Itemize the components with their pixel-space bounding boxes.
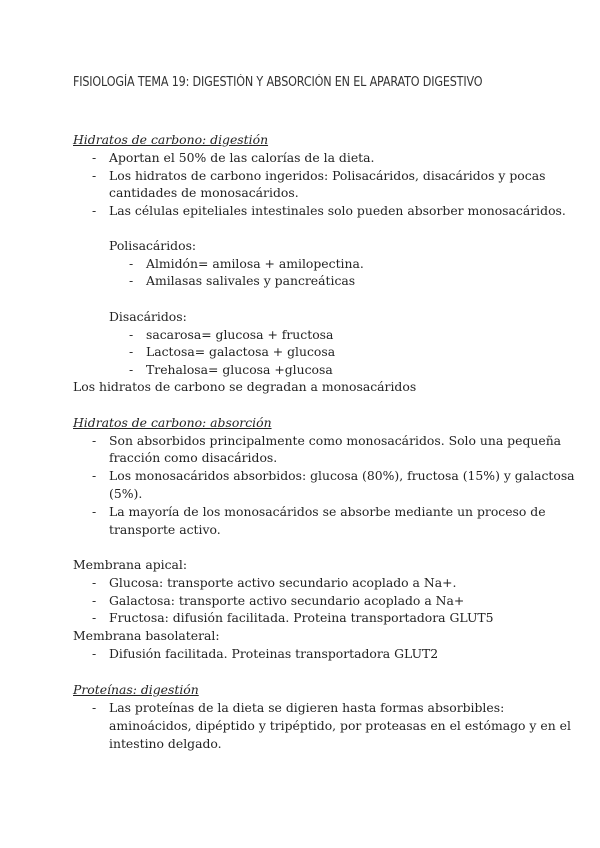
subsection-label-disaccharides: Disacáridos: bbox=[109, 309, 187, 324]
bullet-dash: - bbox=[129, 256, 134, 271]
list-item-continuation: fracción como disacáridos. bbox=[109, 450, 278, 465]
list-item: Almidón= amilosa + amilopectina. bbox=[146, 256, 364, 271]
bullet-dash: - bbox=[92, 150, 97, 165]
list-item-continuation: (5%). bbox=[109, 486, 143, 501]
bullet-dash: - bbox=[92, 646, 97, 661]
list-item: Las proteínas de la dieta se digieren hasta formas absorbibles: bbox=[109, 700, 505, 715]
list-item: Difusión facilitada. Proteinas transportadora GLUT2 bbox=[109, 646, 439, 661]
document-title: FISIOLOGÍA TEMA 19: DIGESTIÓN Y ABSORCIÓN EN EL APARATO DIGESTIVO bbox=[73, 75, 483, 90]
conclusion-text: Los hidratos de carbono se degradan a monosacáridos bbox=[73, 379, 417, 394]
section-heading-carb-digestion: Hidratos de carbono: digestión bbox=[73, 132, 269, 147]
list-item: La mayoría de los monosacáridos se absorbe mediante un proceso de bbox=[109, 504, 546, 519]
list-item: Las células epiteliales intestinales solo pueden absorber monosacáridos. bbox=[109, 203, 566, 218]
list-item: Amilasas salivales y pancreáticas bbox=[146, 273, 356, 288]
bullet-dash: - bbox=[129, 273, 134, 288]
list-item: Aportan el 50% de las calorías de la dieta. bbox=[109, 150, 375, 165]
list-item: Fructosa: difusión facilitada. Proteina transportadora GLUT5 bbox=[109, 610, 494, 625]
list-item: Glucosa: transporte activo secundario acoplado a Na+. bbox=[109, 575, 457, 590]
list-item: Galactosa: transporte activo secundario acoplado a Na+ bbox=[109, 593, 465, 608]
bullet-dash: - bbox=[92, 575, 97, 590]
list-item-continuation: aminoácidos, dipéptido y tripéptido, por proteasas en el estómago y en el bbox=[109, 718, 571, 733]
section-heading-protein-digestion: Proteínas: digestión bbox=[73, 682, 199, 697]
bullet-dash: - bbox=[129, 344, 134, 359]
list-item-continuation: intestino delgado. bbox=[109, 736, 222, 751]
subsection-label-basolateral: Membrana basolateral: bbox=[73, 628, 220, 643]
bullet-dash: - bbox=[129, 362, 134, 377]
list-item: Los monosacáridos absorbidos: glucosa (80%), fructosa (15%) y galactosa bbox=[109, 468, 575, 483]
bullet-dash: - bbox=[92, 593, 97, 608]
bullet-dash: - bbox=[92, 700, 97, 715]
list-item: Lactosa= galactosa + glucosa bbox=[146, 344, 336, 359]
list-item: sacarosa= glucosa + fructosa bbox=[146, 327, 334, 342]
list-item: Son absorbidos principalmente como monosacáridos. Solo una pequeña bbox=[109, 433, 562, 448]
list-item-continuation: cantidades de monosacáridos. bbox=[109, 185, 299, 200]
bullet-dash: - bbox=[92, 433, 97, 448]
bullet-dash: - bbox=[129, 327, 134, 342]
subsection-label-polysaccharides: Polisacáridos: bbox=[109, 238, 197, 253]
subsection-label-apical: Membrana apical: bbox=[73, 557, 188, 572]
bullet-dash: - bbox=[92, 468, 97, 483]
bullet-dash: - bbox=[92, 610, 97, 625]
list-item: Los hidratos de carbono ingeridos: Polisacáridos, disacáridos y pocas bbox=[109, 168, 546, 183]
bullet-dash: - bbox=[92, 203, 97, 218]
bullet-dash: - bbox=[92, 504, 97, 519]
bullet-dash: - bbox=[92, 168, 97, 183]
section-heading-carb-absorption: Hidratos de carbono: absorción bbox=[73, 415, 272, 430]
list-item-continuation: transporte activo. bbox=[109, 522, 221, 537]
list-item: Trehalosa= glucosa +glucosa bbox=[146, 362, 333, 377]
